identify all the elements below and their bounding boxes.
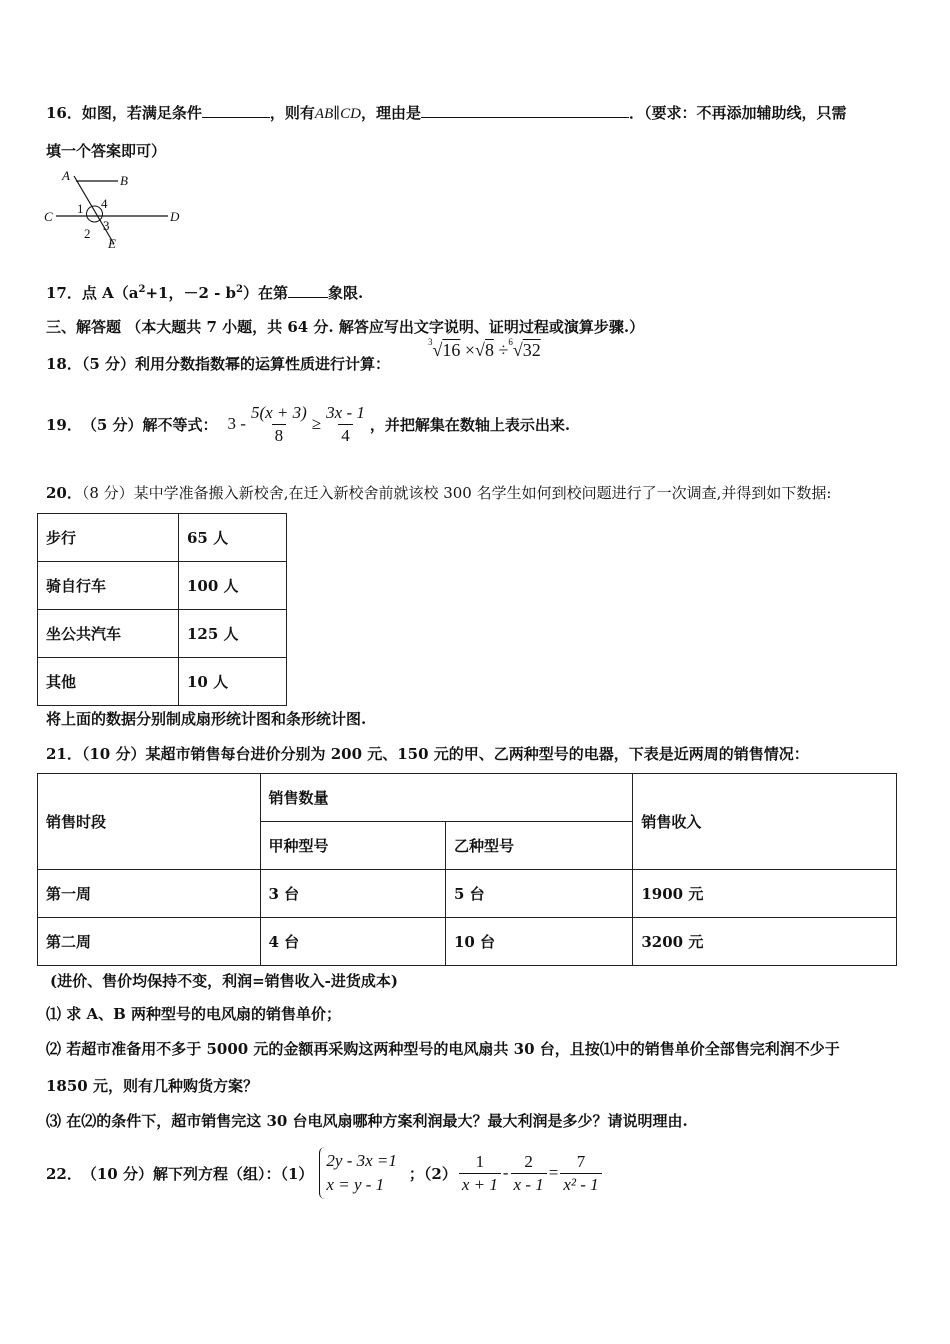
q19-fraction-1 [248, 403, 310, 446]
table-cell: 坐公共汽车 [38, 610, 179, 658]
q16-text-b: ，则有 [269, 104, 315, 122]
header-type-a: 甲种型号 [260, 822, 445, 870]
q16-line1 [46, 102, 847, 123]
q22 [46, 1145, 604, 1201]
q18-radicand-2: 8 [484, 340, 494, 360]
q16-blank-2[interactable] [421, 103, 629, 118]
q16-blank-1[interactable] [202, 103, 270, 118]
q18-number: 18． [46, 355, 82, 373]
table-cell: 步行 [38, 514, 179, 562]
q16-number: 16． [46, 104, 82, 122]
q20-after: 将上面的数据分别制成扇形统计图和条形统计图. [46, 710, 367, 728]
q17-number: 17． [46, 284, 82, 302]
table-cell: 65 人 [179, 514, 287, 562]
q18-times: × [464, 340, 476, 360]
q22-den-1: x + 1 [459, 1173, 501, 1195]
q18 [46, 353, 390, 374]
q20-number: 20． [46, 484, 82, 502]
q21-table [37, 773, 897, 966]
table-row [38, 562, 287, 610]
q20-table [37, 513, 287, 706]
q20 [46, 482, 831, 503]
q22-num-3: 7 [576, 1151, 586, 1171]
q19-num-2: 3x - 1 [326, 402, 365, 422]
table-cell: 1900 元 [633, 870, 897, 918]
table-cell: 3200 元 [633, 918, 897, 966]
q21-number: 21． [46, 745, 82, 763]
q18-expression [428, 337, 541, 361]
angle-2: 2 [84, 226, 91, 241]
q18-radicand-3: 32 [522, 340, 541, 360]
table-cell: 100 人 [179, 562, 287, 610]
header-quantity: 销售数量 [260, 774, 633, 822]
q19-number: 19． [46, 415, 82, 434]
q21-sub-2a: ⑵ 若超市准备用不多于 5000 元的金额再采购这两种型号的电风扇共 30 台，且按⑴中的销售单价全部售完利润不少于 [46, 1040, 840, 1058]
q18-radicand-1: 16 [442, 340, 461, 360]
q22-eq-2: x = y - 1 [326, 1175, 385, 1194]
q19-text: （5 分）解不等式： [81, 415, 218, 434]
q19-lhs: 3 - [227, 414, 246, 433]
q19-tail: ，并把解集在数轴上表示出来. [369, 415, 571, 434]
radical-sign: √ [432, 340, 443, 360]
table-cell: 其他 [38, 658, 179, 706]
q19-den-1: 8 [272, 424, 287, 446]
table-row [38, 774, 897, 822]
header-period: 销售时段 [38, 774, 261, 870]
table-cell: 骑自行车 [38, 562, 179, 610]
table-row [38, 918, 897, 966]
q19-num-1: 5(x + 3) [250, 402, 307, 422]
q16-text-c: ，理由是 [361, 104, 422, 122]
section-3-heading: 三、解答题 （本大题共 7 小题，共 64 分. 解答应写出文字说明、证明过程或演算步骤.） [46, 318, 645, 336]
q16-relation: AB∥CD [314, 106, 361, 122]
q19-den-2: 4 [338, 424, 353, 446]
q22-fraction-1 [459, 1152, 501, 1195]
q21 [46, 743, 809, 764]
header-income: 销售收入 [633, 774, 897, 870]
table-row [38, 870, 897, 918]
q19 [46, 400, 570, 448]
table-cell: 第一周 [38, 870, 261, 918]
q22-fraction-3 [560, 1152, 601, 1195]
radical-sign: √ [475, 340, 485, 360]
q21-text: （10 分）某超市销售每台进价分别为 200 元、150 元的甲、乙两种型号的电器，下表是近两周的销售情况： [81, 745, 809, 763]
label-a: A [62, 168, 70, 183]
q17-blank[interactable] [288, 283, 328, 298]
q18-divide: ÷ [498, 340, 509, 360]
table-cell: 第二周 [38, 918, 261, 966]
q17-sup-2: 2 [236, 284, 244, 295]
table-cell: 4 台 [260, 918, 445, 966]
q16-text-d: ．（要求：不再添加辅助线，只需 [629, 104, 847, 122]
q22-text: （10 分）解下列方程（组）：（1） [81, 1164, 314, 1183]
q22-num-2: 2 [524, 1151, 533, 1171]
q17-text-c: ）在第 [243, 284, 289, 302]
q18-text: （5 分）利用分数指数幂的运算性质进行计算： [81, 355, 391, 373]
q17-text-b: +1，－2 - b [145, 284, 237, 302]
q21-sub-2b: 1850 元，则有几种购货方案？ [46, 1077, 258, 1095]
q22-minus: - [502, 1163, 509, 1182]
label-e: E [108, 236, 116, 251]
angle-1: 1 [77, 201, 84, 216]
table-row [38, 514, 287, 562]
table-row [38, 658, 287, 706]
q21-sub-1: ⑴ 求 A、B 两种型号的电风扇的销售单价； [46, 1005, 341, 1023]
q22-number: 22． [46, 1164, 82, 1183]
angle-4: 4 [101, 196, 108, 211]
q21-sub-3: ⑶ 在⑵的条件下，超市销售完这 30 台电风扇哪种方案利润最大？最大利润是多少？请说明理由. [46, 1112, 688, 1130]
label-c: C [44, 209, 53, 224]
table-cell: 5 台 [445, 870, 632, 918]
q22-fraction-2 [511, 1152, 547, 1195]
q16-figure [40, 168, 190, 252]
q17-text-a: 点 A（a [81, 284, 139, 302]
q20-text: （8 分）某中学准备搬入新校舍,在迁入新校舍前就该校 300 名学生如何到校问题进行了一次调查,并得到如下数据: [81, 484, 832, 502]
q22-den-3: x² - 1 [560, 1173, 601, 1195]
q19-fraction-2 [323, 403, 368, 446]
q18-index-1: 3 [428, 337, 433, 347]
q17-text-d: 象限. [328, 284, 364, 302]
table-cell: 10 台 [445, 918, 632, 966]
q22-equals: = [548, 1163, 559, 1182]
label-d: D [170, 209, 180, 224]
q22-num-1: 1 [475, 1151, 485, 1171]
q19-geq: ≥ [311, 414, 322, 433]
q16-line2: 填一个答案即可） [46, 142, 167, 160]
q22-eq-1: 2y - 3x =1 [326, 1151, 397, 1170]
table-row [38, 610, 287, 658]
q22-den-2: x - 1 [511, 1173, 547, 1195]
q17-sup-1: 2 [138, 284, 146, 295]
header-type-b: 乙种型号 [445, 822, 632, 870]
q16-text-a: 如图，若满足条件 [81, 104, 202, 122]
angle-3: 3 [103, 218, 110, 233]
q22-system [319, 1147, 400, 1199]
q18-index-3: 6 [508, 337, 513, 347]
table-cell: 10 人 [179, 658, 287, 706]
table-cell: 125 人 [179, 610, 287, 658]
label-b: B [120, 173, 128, 188]
q22-sep: ；（2） [408, 1164, 457, 1183]
q21-note: (进价、售价均保持不变，利润=销售收入-进货成本) [50, 972, 398, 990]
table-cell: 3 台 [260, 870, 445, 918]
radical-sign: √ [512, 340, 523, 360]
q17 [46, 282, 363, 303]
